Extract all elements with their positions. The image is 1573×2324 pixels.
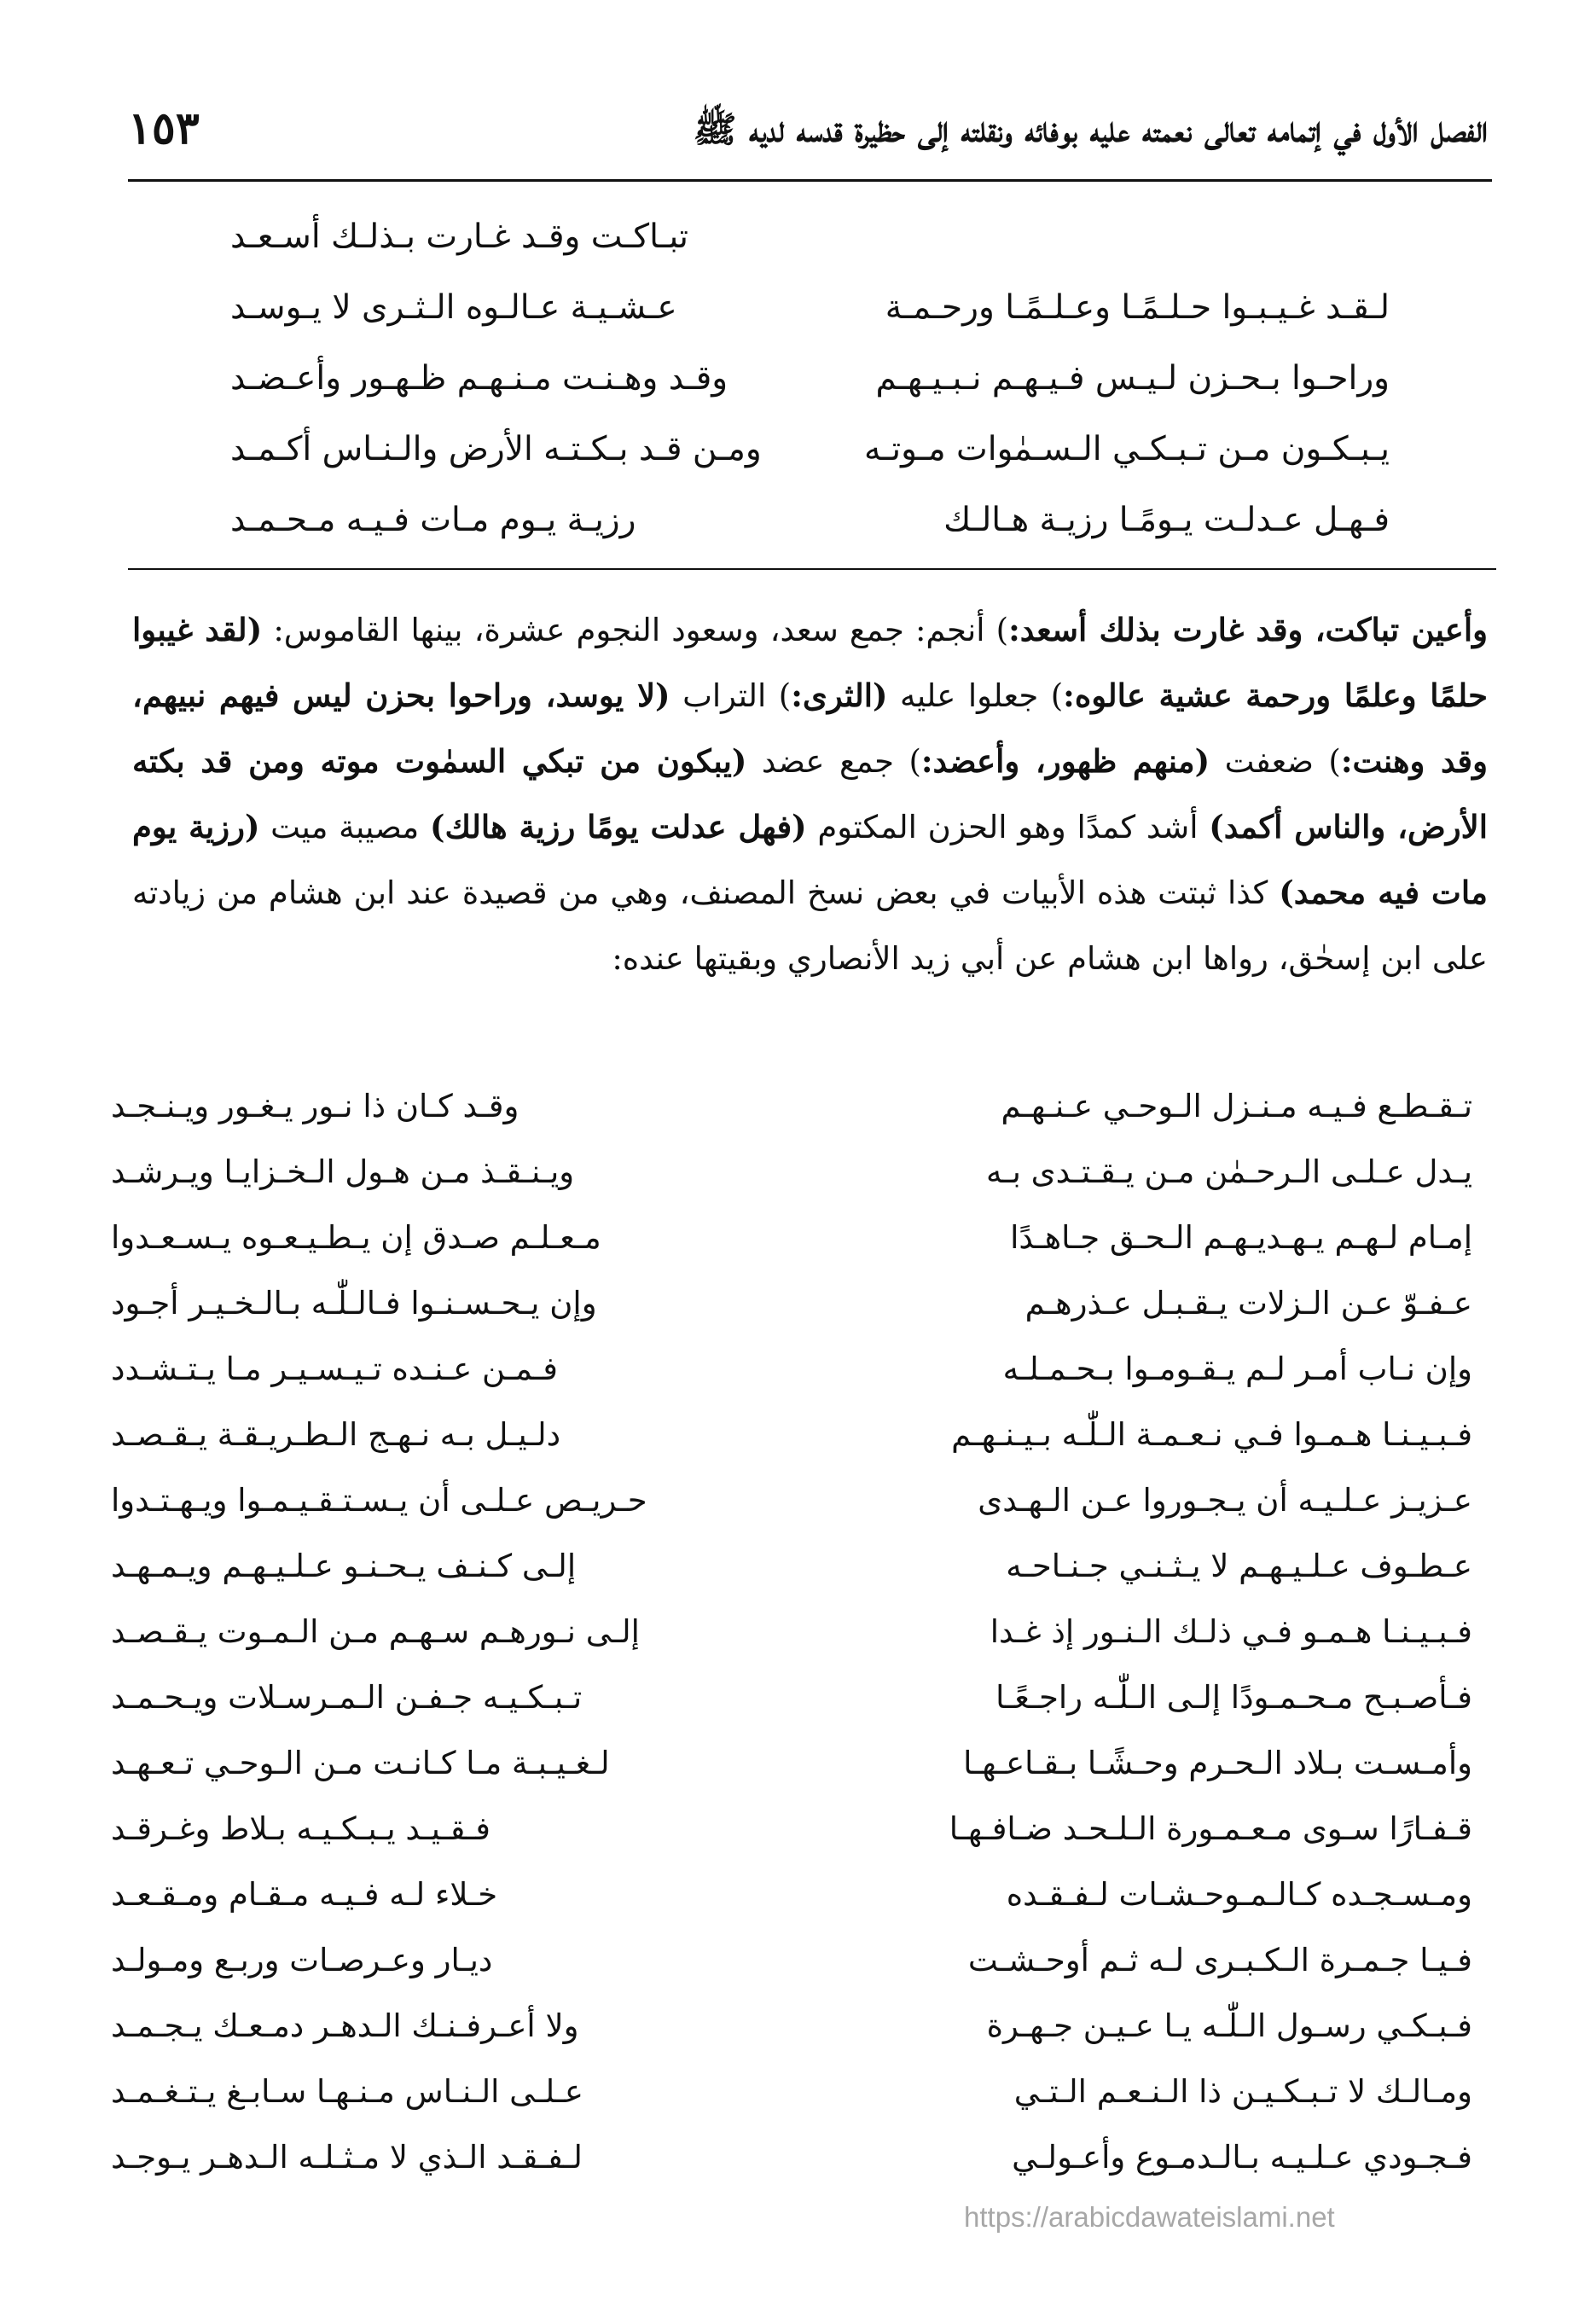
verse-first-hemistich: تـقـطـع فـيـه مـنـزل الـوحـي عـنـهـم bbox=[1001, 1088, 1472, 1124]
verse-first-hemistich: ومـالـك لا تـبـكـيـن ذا الـنـعـم الـتـي bbox=[1013, 2073, 1472, 2110]
verse-first-hemistich: فـبـيـنـا هـمـو فـي ذلـك الـنـور إذ غـدا bbox=[990, 1613, 1472, 1650]
watermark: https://arabicdawateislami.net bbox=[964, 2201, 1335, 2233]
verse-first-hemistich: وراحـوا بـحـزن لـيـس فـيـهـم نـبـيـهـم bbox=[875, 359, 1390, 398]
verse-second-hemistich: فـمـن عـنـده تـيـسـيـر مـا يـتـشـدد bbox=[111, 1351, 558, 1387]
explanation-text: أشد كمدًا وهو الحزن المكتوم bbox=[806, 809, 1210, 845]
quoted-verse-text: (يبكون من تبكي السمٰوت موته ومن قد بكته الأرض، والناس أكمد) bbox=[132, 742, 1488, 845]
verse-second-hemistich: إلـى نـورهـم سـهـم مـن الـمـوت يـقـصـد bbox=[111, 1613, 640, 1650]
verse-first-hemistich: فـبـيـنـا هـمـوا فـي نـعـمـة الـلّٰـه بـيـنـهـم bbox=[951, 1416, 1472, 1453]
verse-second-hemistich: وقـد وهـنـت مـنـهـم ظـهـور وأعـضـد bbox=[230, 359, 728, 398]
quoted-verse-text: وأعين تباكت، وقد غارت بذلك أسعد: bbox=[1008, 611, 1489, 648]
quoted-verse-text: (فهل عدلت يومًا رزية هالك) bbox=[429, 808, 807, 845]
verse-second-hemistich: عـشـيـة عـالـوه الـثـرى لا يـوسـد bbox=[230, 288, 677, 327]
verse-first-hemistich: فـجـودي عـلـيـه بـالـدمـوع وأعـولـي bbox=[1012, 2139, 1472, 2176]
verse-second-hemistich: رزيـة يـوم مـات فـيـه مـحـمـد bbox=[230, 501, 636, 539]
quoted-verse-text: (الثرى: bbox=[791, 677, 888, 714]
verse-first-hemistich: قـفـارًا سـوى مـعـمـورة الـلـحـد ضـافـهـا bbox=[949, 1810, 1472, 1847]
verse-first-hemistich: وأمـسـت بـلاد الـحـرم وحـشًـا بـقـاعـهـا bbox=[963, 1745, 1472, 1781]
verse-first-hemistich: يـبـكـون مـن تـبـكـي الـسـمٰوات مـوتـه bbox=[863, 430, 1390, 468]
header-rule bbox=[128, 179, 1492, 182]
verse-second-hemistich: ديـار وعـرصـات وربـع ومـولـد bbox=[111, 1942, 493, 1978]
verse-first-hemistich: فـهـل عـدلـت يـومًـا رزيـة هـالـك bbox=[943, 501, 1390, 539]
verse-second-hemistich: ويـنـقـذ مـن هـول الـخـزايـا ويـرشـد bbox=[111, 1153, 575, 1190]
verse-first-hemistich: يـدل عـلـى الـرحـمٰن مـن يـقـتـدى بـه bbox=[985, 1153, 1472, 1190]
verse-first-hemistich: فـأصـبـح مـحـمـودًا إلـى الـلّٰـه راجـعًـا bbox=[995, 1679, 1472, 1716]
verse-second-hemistich: وإن يـحـسـنـوا فـالـلّٰـه بـالـخـيـر أجـود bbox=[111, 1285, 597, 1322]
verse-second-hemistich: لـفـقـد الـذي لا مـثـلـه الـدهـر يـوجـد bbox=[111, 2139, 583, 2176]
verse-second-hemistich: تـبـكـيـه جـفـن الـمـرسـلات ويـحـمـد bbox=[111, 1679, 583, 1716]
explanation-text: مصيبة ميت bbox=[259, 809, 430, 845]
explanation-text: ) ضعفت bbox=[1210, 743, 1341, 780]
explanation-text: ) أنجم: جمع سعد، وسعود النجوم عشرة، بينها القاموس: bbox=[262, 612, 1009, 648]
verse-first-hemistich: إمـام لـهـم يـهـديـهـم الـحـق جـاهـدًا bbox=[1010, 1219, 1472, 1256]
verse-second-hemistich: وقـد كـان ذا نـور يـغـور ويـنـجـد bbox=[111, 1088, 519, 1124]
verse-first-hemistich: عـطـوف عـلـيـهـم لا يـثـنـي جـنـاحـه bbox=[1006, 1548, 1472, 1584]
verse-first-hemistich: فـيـا جـمـرة الـكـبـرى لـه ثـم أوحـشـت bbox=[967, 1942, 1472, 1978]
quoted-verse-text: (رزية يوم مات فيه محمد) bbox=[132, 808, 1488, 911]
verse-second-hemistich: عـلـى الـنـاس مـنـهـا سـابـغ يـتـغـمـد bbox=[111, 2073, 583, 2110]
verse-first-hemistich: ومـسـجـده كـالـمـوحـشـات لـفـقـده bbox=[1006, 1876, 1472, 1913]
quoted-verse-text: (لا يوسد، وراحوا بحزن ليس فيهم نبيهم، وقد وهنت: bbox=[132, 677, 1488, 780]
quoted-verse-text: (منهم ظهور، وأعضد: bbox=[920, 742, 1210, 780]
verse-second-hemistich: ولا أعـرفـنـك الـدهـر دمـعـك يـجـمـد bbox=[111, 2007, 579, 2044]
section-divider bbox=[128, 568, 1496, 570]
verse-second-hemistich: إلـى كـنـف يـحـنـو عـلـيـهـم ويـمـهـد bbox=[111, 1548, 577, 1584]
verse-second-hemistich: فـقـيـد يـبـكـيـه بـلاط وغـرقـد bbox=[111, 1810, 490, 1847]
explanation-text: ) جمع عضد bbox=[746, 743, 921, 780]
verse-first-hemistich: وإن نـاب أمـر لـم يـقـومـوا بـحـمـلـه bbox=[1002, 1351, 1472, 1387]
verse-second-hemistich: مـعـلـم صـدق إن يـطـيـعـوه يـسـعـدوا bbox=[111, 1219, 601, 1256]
verse-first-hemistich: لـقـد غـيـبـوا حـلـمًـا وعـلـمًـا ورحـمـة bbox=[885, 288, 1390, 327]
explanation-text: ) التراب bbox=[670, 677, 792, 714]
page-header bbox=[128, 102, 1488, 171]
verse-second-hemistich: حـريـص عـلـى أن يـسـتـقـيـمـوا ويـهـتـدوا bbox=[111, 1482, 647, 1519]
explanation-text: ) جعلوا عليه bbox=[887, 677, 1064, 714]
verse-second-hemistich: تبـاكـت وقـد غـارت بـذلـك أسـعـد bbox=[230, 218, 689, 256]
quoted-verse-text: (لقد غيبوا حلمًا وعلمًا ورحمة عشية عالوه: bbox=[132, 611, 1488, 714]
verse-second-hemistich: خـلاء لـه فـيـه مـقـام ومـقـعـد bbox=[111, 1876, 498, 1913]
verse-first-hemistich: عـفـوّ عـن الـزلات يـقـبـل عـذرهـم bbox=[1024, 1285, 1472, 1322]
verse-second-hemistich: دلـيـل بـه نـهـج الـطـريـقـة يـقـصـد bbox=[111, 1416, 561, 1453]
verse-first-hemistich: عـزيـز عـلـيـه أن يـجـوروا عـن الـهـدى bbox=[978, 1482, 1472, 1519]
verse-second-hemistich: لـغـيـبـة مـا كـانـت مـن الـوحـي تـعـهـد bbox=[111, 1745, 610, 1781]
verse-first-hemistich: فـبـكـي رسـول الـلّٰـه يـا عـيـن جـهـرة bbox=[986, 2007, 1472, 2044]
running-title: الفصل الأول في إتمامه تعالى نعمته عليه بوفائه ونقلته إلى حظيرة قدسه لديه ﷺ bbox=[693, 108, 1488, 150]
commentary-paragraph bbox=[132, 597, 1488, 991]
page-number: ١٥٣ bbox=[128, 102, 200, 154]
explanation-text: كذا ثبتت هذه الأبيات في بعض نسخ المصنف، وهي من قصيدة عند ابن هشام من زيادته على ابن إسحٰق، رواها ابن هشام عن أبي زيد الأنصاري وبقيتها عنده: bbox=[132, 874, 1488, 977]
verse-second-hemistich: ومـن قـد بـكـتـه الأرض والـنـاس أكـمـد bbox=[230, 430, 762, 468]
